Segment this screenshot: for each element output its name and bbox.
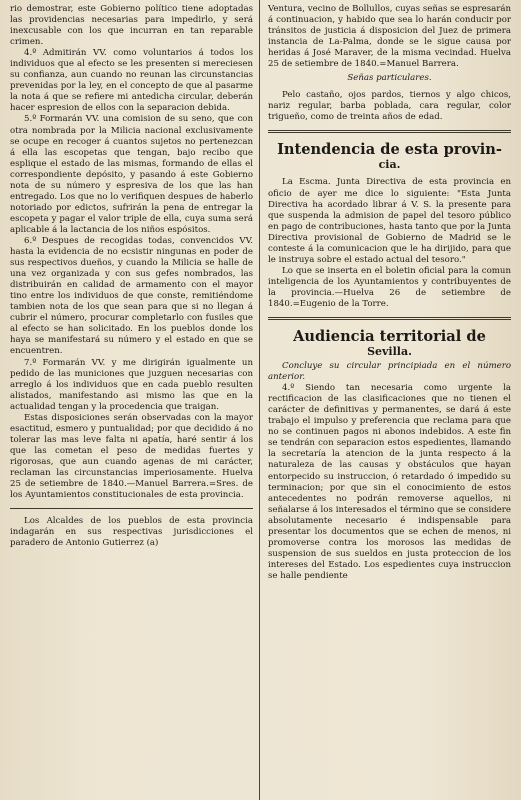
intendencia-paragraph-1: La Escma. Junta Directiva de esta provincia en oficio de ayer me dice lo siguiente: "Esta Junta Directiva ha acordado librar á V. S. la presente para que suspenda la admision de papel del tesoro público en pago de contribuciones, hasta tanto que por la Junta Directiva provisional de Gobierno de Madrid se le conteste á la comunicacion que le ha dirijido, para que le instruya sobre el estado actual del tesoro." <box>268 177 511 265</box>
left-paragraph-5: 7.º Formarán VV. y me dirigirán igualmente un pedido de las municiones que juzguen necesarias con arreglo á los individuos que en cada pueblo resulten alistados, manifestando asi mismo las que en la actualidad tengan y la procedencia que traigan. <box>10 357 253 412</box>
section-divider <box>268 317 511 320</box>
audiencia-subtitle: Concluye su circular principiada en el número anterior. <box>268 361 511 383</box>
audiencia-paragraph-1: 4.º Siendo tan necesaria como urgente la rectificacion de las clasificaciones que no tienen el carácter de definitivas y permanentes, se dará á este trabajo el impulso y preferencia que reclama para que no se continuen pagos ni abonos indebidos. A este fin se tendrán con separacion estos espedientes, llamando la secretaría la atencion de la junta respecto á la naturaleza de las causas y obstáculos que hayan entorpecido su instruccion, ó retardado ó impedido su terminacion; por que sin el conocimiento de estos antecedentes no podrán removerse aquellos, ni señalarse á los interesados el término que se considere absolutamente necesario é indispensable para presentar los documentos que se echen de menos, ni promoverse contra los morosos las medidas de suspension de sus sueldos en justa proteccion de los intereses del Estado. Los espedientes cuya instruccion se halle pendiente <box>268 383 511 581</box>
section-divider <box>10 508 253 509</box>
left-paragraph-4: 6.º Despues de recogidas todas, convencidos VV. hasta la evidencia de no ecsistir ningunas en poder de sus respectivos dueños, y cuando la Milicia se halle de una vez organizada y con sus gefes nombrados, las distribuirán en calidad de armamento con el mayor tino entre los individuos de que conste, remitiéndome tambien nota de los que sean para que si no llegan á cubrir el número, procurar completarlo con fusiles que al efecto se han solicitado. En los pueblos donde los haya se manifestará su número y el estado en que se encuentren. <box>10 235 253 357</box>
right-paragraph-1: Ventura, vecino de Bollullos, cuyas señas se espresarán á continuacion, y habido que sea lo harán conducir por tránsitos de justicia á disposicion del Juez de primera instancia de La-Palma, donde se le sigue causa por heridas á José Maraver, de la misma vecindad. Huelva 25 de setiembre de 1840.=Manuel Barrera. <box>268 4 511 70</box>
right-column <box>268 4 511 800</box>
column-divider <box>259 0 260 800</box>
senas-text: Pelo castaño, ojos pardos, tiernos y algo chicos, nariz regular, barba poblada, cara regular, color trigueño, como de treinta años de edad. <box>268 90 511 123</box>
left-paragraph-2: 4.º Admitirán VV. como voluntarios á todos los individuos que al efecto se les presenten si mereciesen su confianza, aun cuando no reunan las circunstancias prevenidas por la ley, en el concepto de que al pasarme la nota á que se refiere mi antedicha circular, deberán hacer espresion de ellos con la separacion debida. <box>10 48 253 114</box>
left-column <box>10 4 253 800</box>
audiencia-heading: Audiencia territorial de <box>293 328 486 346</box>
intendencia-heading: Intendencia de esta provin- <box>277 141 502 159</box>
audiencia-heading-cont: Sevilla. <box>367 345 412 359</box>
section-divider <box>268 130 511 133</box>
intendencia-heading-cont: cia. <box>378 158 401 172</box>
senas-heading: Señas particulares. <box>347 73 432 84</box>
left-paragraph-6: Estas disposiciones serán observadas con la mayor esactitud, esmero y puntualidad; por que decidido á no tolerar las mas leve falta ni apatía, haré sentir á los que las cometan el peso de medidas fuertes y rigorosas, que aun cuando agenas de mi carácter, reclaman las circunstancias imperiosamente. Huelva 25 de setiembre de 1840.—Manuel Barrera.=Sres. de los Ayuntamientos constitucionales de esta provincia. <box>10 412 253 501</box>
left-paragraph-1: rio demostrar, este Gobierno político tiene adoptadas las providencias necesarias para impedirlo, y será inexcusable con los que incurran en tan reparable crimen. <box>10 4 253 48</box>
left-paragraph-7: Los Alcaldes de los pueblos de esta provincia indagarán en sus respectivas jurisdicciones el paradero de Antonio Gutierrez (a) <box>10 516 253 549</box>
left-paragraph-3: 5.º Formarán VV. una comision de su seno, que con otra nombrada por la Milicia nacional exclusivamente se ocupe en recoger á cuantos sujetos no pertenezcan á ella las escopetas que tengan, bajo recibo que esplique el estado de las mismas, formando de ellas el correspondiente depósito, y pasando á este Gobierno nota de su número y espresiva de los que las han entregado. Los que no lo verifiquen despues de haberlo notoriado por edictos, sufrirán la pena de entregar la escopeta y pagar el valor triple de ella, cuya suma será aplicable á la lactancia de los niños espósitos. <box>10 114 253 235</box>
intendencia-paragraph-2: Lo que se inserta en el boletin oficial para la comun inteligencia de los Ayuntamientos y contribuyentes de la provincia.—Huelva 26 de setiembre de 1840.=Eugenio de la Torre. <box>268 265 511 309</box>
